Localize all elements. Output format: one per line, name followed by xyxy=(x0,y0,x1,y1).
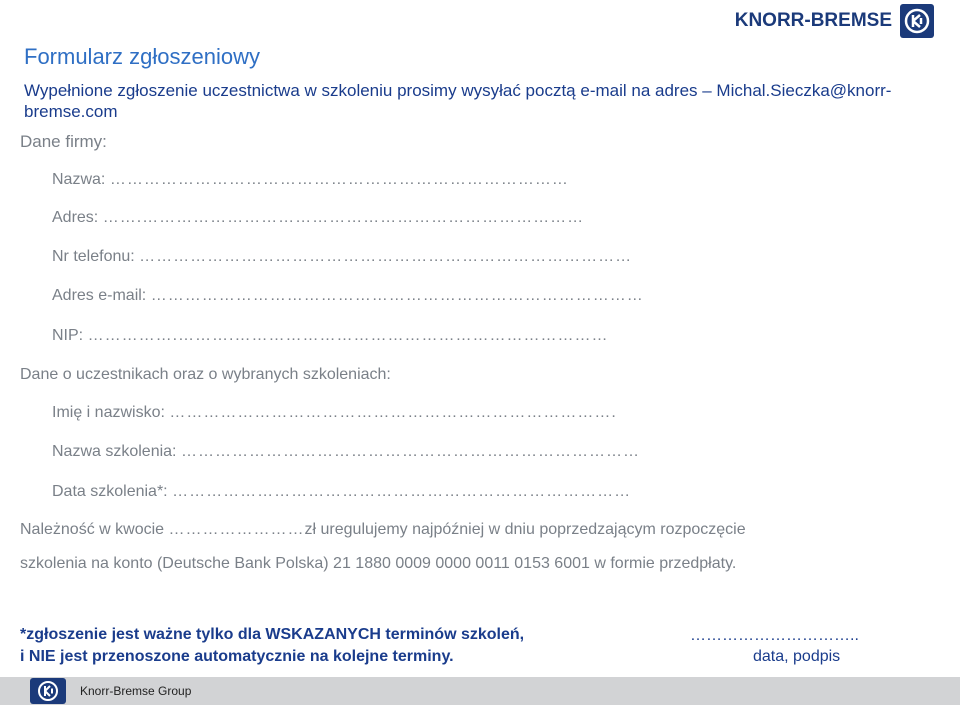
payment-line-1 xyxy=(20,521,746,539)
intro-text: Wypełnione zgłoszenie uczestnictwa w szkoleniu prosimy wysyłać pocztą e-mail na adres – Michal.Sieczka@knorr-bremse.com xyxy=(24,81,892,121)
company-nip-field[interactable] xyxy=(52,327,608,345)
company-address-field[interactable] xyxy=(52,209,584,227)
company-email-field[interactable] xyxy=(52,287,644,305)
participant-name-field[interactable] xyxy=(52,404,617,422)
training-name-field[interactable] xyxy=(52,443,640,461)
field-label: Imię i nazwisko: xyxy=(52,404,165,421)
field-label: Adres e-mail: xyxy=(52,287,147,304)
validity-note xyxy=(20,624,660,668)
payment-suffix: zł uregulujemy najpóźniej w dniu poprzedzającym rozpoczęcie xyxy=(304,521,746,538)
payment-line-2: szkolenia na konto (Deutsche Bank Polska) 21 1880 0009 0000 0011 0153 6001 w formie przedpłaty. xyxy=(20,555,737,572)
company-heading: Dane firmy: xyxy=(20,132,107,151)
company-phone-field[interactable] xyxy=(52,248,632,266)
field-dots: ……………………………………………………………………. xyxy=(169,404,617,421)
note-line-1: *zgłoszenie jest ważne tylko dla WSKAZANYCH terminów szkoleń, xyxy=(20,626,525,643)
training-date-field[interactable] xyxy=(52,483,631,501)
field-dots: ……………………………………………………………………… xyxy=(180,443,640,460)
field-label: Nr telefonu: xyxy=(52,248,135,265)
logo-text: KNORR-BREMSE xyxy=(734,10,892,31)
knorr-logo-icon xyxy=(900,4,934,38)
company-name-field[interactable] xyxy=(52,171,569,189)
footer-logo-icon xyxy=(30,678,66,709)
field-dots: ……………………………………………………………………… xyxy=(172,483,632,500)
field-label: Nazwa szkolenia: xyxy=(52,443,177,460)
field-dots: …….…………………………………………………………………… xyxy=(102,209,585,226)
participants-heading: Dane o uczestnikach oraz o wybranych szkoleniach: xyxy=(20,366,391,383)
payment-amount-dots[interactable]: …………………… xyxy=(168,521,305,538)
knorr-bremse-logo xyxy=(735,4,934,38)
note-line-2: i NIE jest przenoszone automatycznie na kolejne terminy. xyxy=(20,648,454,665)
field-label: Data szkolenia*: xyxy=(52,483,168,500)
footer-text: Knorr-Bremse Group xyxy=(80,684,192,698)
signature-label: data, podpis xyxy=(753,648,841,665)
field-label: Adres: xyxy=(52,209,99,226)
field-label: Nazwa: xyxy=(52,171,106,188)
field-label: NIP: xyxy=(52,327,84,344)
field-dots: …………………………………………………………………………… xyxy=(139,248,633,265)
field-dots: ……………………………………………………………………… xyxy=(109,171,569,188)
field-dots: …………….……….………………………………………………………… xyxy=(87,327,609,344)
field-dots: …………………………………………………………………………… xyxy=(150,287,644,304)
payment-prefix: Należność w kwocie xyxy=(20,521,165,538)
page-title: Formularz zgłoszeniowy xyxy=(24,44,260,69)
signature-dots[interactable]: ………………………….. xyxy=(690,627,859,644)
